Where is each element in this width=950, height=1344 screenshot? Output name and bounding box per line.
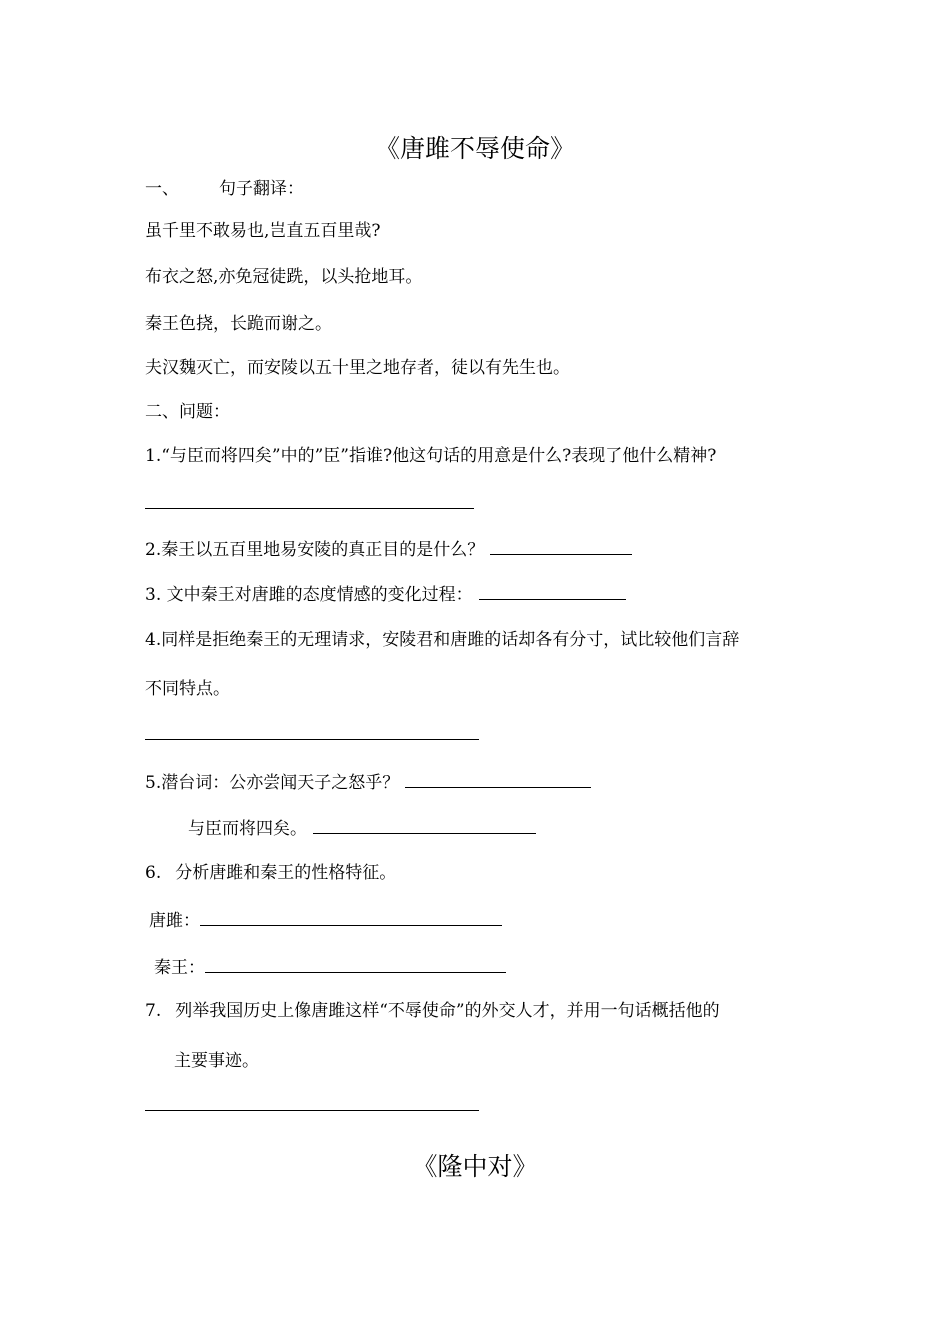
- question-1: 1.“与臣而将四矣”中的”臣”指谁?他这句话的用意是什么?表现了他什么精神?: [145, 446, 717, 466]
- question-4-line-2: 不同特点。: [145, 679, 230, 699]
- question-5-line-1: [145, 770, 591, 794]
- sentence-3: 秦王色挠，长跪而谢之。: [145, 314, 332, 334]
- question-4-line-1: 4.同样是拒绝秦王的无理请求，安陵君和唐雎的话却各有分寸，试比较他们言辞: [145, 630, 740, 650]
- question-6-text: 分析唐雎和秦王的性格特征。: [175, 863, 397, 883]
- answer-line-q7[interactable]: [145, 1110, 479, 1111]
- question-7-text-1: 列举我国历史上像唐雎这样“不辱使命”的外交人才，并用一句话概括他的: [175, 1001, 720, 1021]
- section-one-number: 一、: [145, 179, 179, 199]
- section-title-longzhongdui: 《隆中对》: [412, 1152, 538, 1181]
- question-3: [145, 582, 626, 606]
- sentence-4: 夫汉魏灭亡，而安陵以五十里之地存者，徒以有先生也。: [145, 358, 570, 378]
- question-3-text: 3. 文中秦王对唐雎的态度情感的变化过程：: [145, 585, 473, 605]
- section-one-label: 句子翻译：: [219, 179, 304, 199]
- section-two-heading: 二、问题：: [145, 402, 230, 422]
- question-6-tang-ju: [149, 908, 502, 932]
- sentence-2: 布衣之怒,亦免冠徒跣，以头抢地耳。: [145, 267, 423, 287]
- question-2: [145, 537, 632, 561]
- answer-blank-q3[interactable]: [479, 582, 626, 600]
- answer-blank-q5-2[interactable]: [313, 816, 536, 834]
- question-6-number: 6.: [145, 863, 162, 883]
- question-6: [145, 862, 396, 884]
- document-title: 《唐雎不辱使命》: [374, 134, 575, 163]
- answer-line-q4[interactable]: [145, 739, 479, 740]
- question-5-text-2: 与臣而将四矣。: [188, 819, 307, 839]
- question-7-line-1: [145, 1000, 720, 1022]
- question-7-line-2: 主要事迹。: [174, 1051, 259, 1071]
- answer-blank-qin-wang[interactable]: [205, 955, 506, 973]
- section-one-heading: [145, 178, 304, 200]
- question-7-number: 7.: [145, 1001, 162, 1021]
- question-6-qin-wang-label: 秦王：: [154, 958, 205, 978]
- answer-blank-q5-1[interactable]: [405, 770, 591, 788]
- question-6-qin-wang: [154, 955, 506, 979]
- answer-blank-tang-ju[interactable]: [200, 908, 502, 926]
- question-2-text: 2.秦王以五百里地易安陵的真正目的是什么？: [145, 540, 485, 560]
- question-6-tang-ju-label: 唐雎：: [149, 911, 200, 931]
- answer-line-q1[interactable]: [145, 508, 474, 509]
- question-5-text-1: 5.潜台词：公亦尝闻天子之怒乎？: [145, 773, 400, 793]
- sentence-1: 虽千里不敢易也,岂直五百里哉?: [145, 221, 381, 241]
- answer-blank-q2[interactable]: [490, 537, 632, 555]
- question-5-line-2: [188, 816, 536, 840]
